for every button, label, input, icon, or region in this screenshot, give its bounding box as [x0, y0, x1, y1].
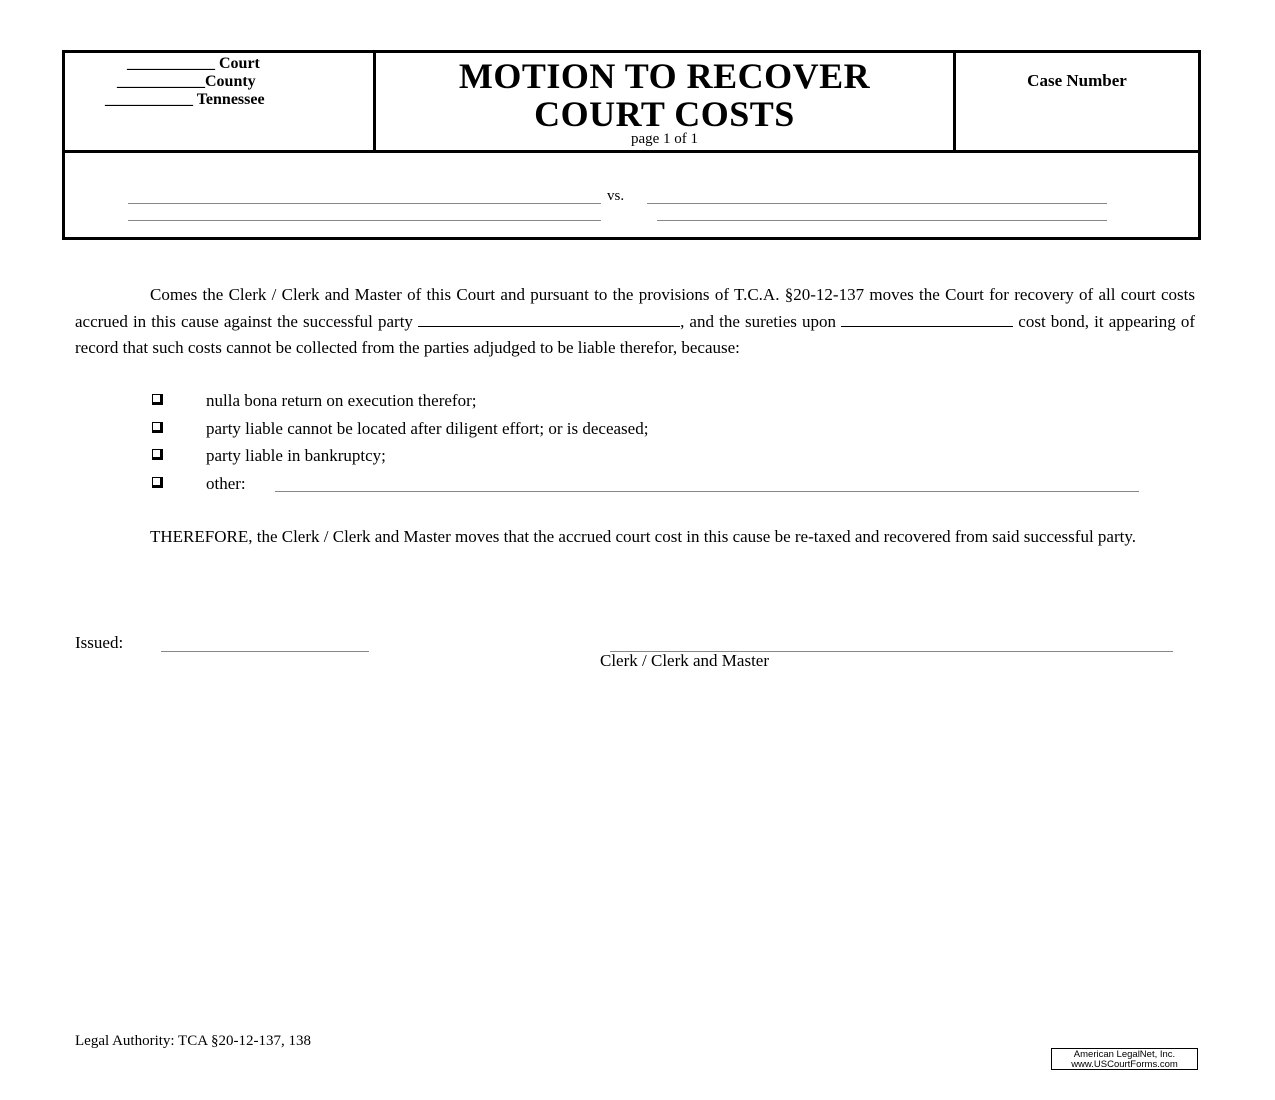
court-info-cell	[65, 53, 376, 150]
form-title-line2: COURT COSTS	[534, 94, 795, 134]
page-count: page 1 of 1	[630, 131, 699, 147]
form-header	[62, 50, 1201, 240]
successful-party-field[interactable]	[418, 312, 680, 327]
plaintiff-line-2[interactable]	[128, 220, 601, 221]
checkbox-icon[interactable]	[152, 477, 163, 488]
issued-date-field[interactable]	[161, 651, 369, 652]
checkbox-icon[interactable]	[152, 394, 163, 405]
therefore-paragraph: THEREFORE, the Clerk / Clerk and Master moves that the accrued court cost in this cause be re-taxed and recovered from said successful party.	[150, 527, 1136, 546]
checkbox-icon[interactable]	[152, 449, 163, 460]
checkbox-icon[interactable]	[152, 422, 163, 433]
defendant-line-1[interactable]	[647, 203, 1107, 204]
checkbox-label: other:	[206, 474, 246, 493]
header-top-row	[65, 53, 1198, 153]
stamp-company: American LegalNet, Inc.	[1073, 1049, 1176, 1060]
court-name-line: ___________ Court	[127, 55, 260, 72]
vs-label: vs.	[607, 188, 625, 204]
issued-label: Issued:	[75, 633, 124, 652]
form-title-line1: MOTION TO RECOVER	[458, 56, 871, 96]
county-line: ___________County	[117, 73, 256, 90]
parties-section	[65, 153, 1198, 240]
state-line: ___________ Tennessee	[105, 91, 265, 108]
legal-authority: Legal Authority: TCA §20-12-137, 138	[75, 1033, 311, 1049]
motion-text-intro: Comes the Clerk / Clerk and Master of this Court and pursuant to the provisions of T.C.A. §20-12-137 moves the Court for recovery of all court costs accrued in this cause against the successful party	[75, 285, 1195, 331]
stamp-website: www.USCourtForms.com	[1071, 1059, 1178, 1070]
clerk-signature-label: Clerk / Clerk and Master	[600, 651, 770, 670]
plaintiff-line-1[interactable]	[128, 203, 601, 204]
surety-field[interactable]	[841, 312, 1013, 327]
case-number-cell	[956, 53, 1198, 150]
checkbox-label: party liable in bankruptcy;	[206, 446, 386, 465]
publisher-stamp	[1051, 1048, 1198, 1070]
case-number-label: Case Number	[1027, 71, 1127, 90]
defendant-line-2[interactable]	[657, 220, 1107, 221]
other-reason-field[interactable]	[275, 491, 1139, 492]
motion-text-mid: , and the sureties upon	[680, 311, 837, 331]
checkbox-label: party liable cannot be located after diligent effort; or is deceased;	[206, 419, 649, 438]
motion-paragraph	[75, 282, 1195, 362]
checkbox-label: nulla bona return on execution therefor;	[206, 391, 477, 410]
title-cell	[376, 53, 956, 150]
motion-text-end: cost bond, it appearing of record that such costs cannot be collected from the parties adjudged to be liable therefor, because:	[75, 311, 1196, 357]
